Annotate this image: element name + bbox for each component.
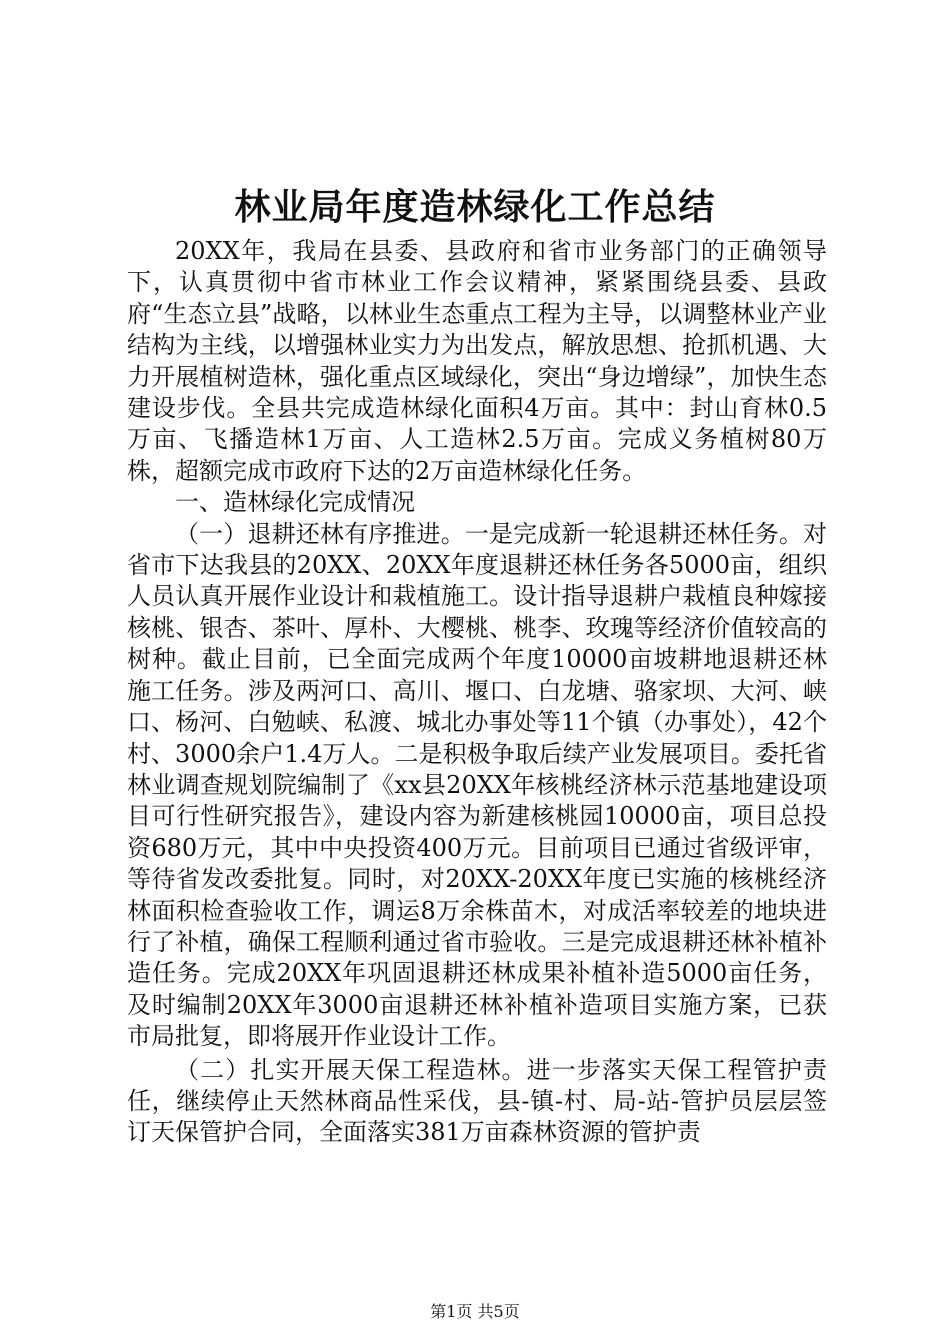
paragraph-intro: 20XX年，我局在县委、县政府和省市业务部门的正确领导下，认真贯彻中省市林业工作会议精神，紧紧围绕县委、县政府“生态立县”战略，以林业生态重点工程为主导，以调整林业产业结构为主线，以增强林业实力为出发点，解放思想、抢抓机遇、大力开展植树造林，强化重点区域绿化，突出“身边增绿”，加快生态建设步伐。全县共完成造林绿化面积4万亩。其中：封山育林0.5万亩、飞播造林1万亩、人工造林2.5万亩。完成义务植树80万株，超额完成市政府下达的2万亩造林绿化任务。 — [127, 237, 827, 485]
document-title: 林业局年度造林绿化工作总结 — [234, 187, 716, 228]
paragraph-natural-forest: （二）扎实开展天保工程造林。进一步落实天保工程管护责任，继续停止天然林商品性采伐，县-镇-村、局-站-管护员层层签订天保管护合同，全面落实381万亩森林资源的管护责 — [127, 1055, 827, 1147]
document-body — [127, 236, 827, 1149]
paragraph-reforestation: （一）退耕还林有序推进。一是完成新一轮退耕还林任务。对省市下达我县的20XX、20XX年度退耕还林任务各5000亩，组织人员认真开展作业设计和栽植施工。设计指导退耕户栽植良种嫁接核桃、银杏、茶叶、厚朴、大樱桃、桃李、玫瑰等经济价值较高的树种。截止目前，已全面完成两个年度10000亩坡耕地退耕还林施工任务。涉及两河口、高川、堰口、白龙塘、骆家坝、大河、峡口、杨河、白勉峡、私渡、城北办事处等11个镇（办事处），42个村、3000余户1.4万人。二是积极争取后续产业发展项目。委托省林业调查规划院编制了《xx县20XX年核桃经济林示范基地建设项目可行性研究报告》，建设内容为新建核桃园10000亩，项目总投资680万元，其中中央投资400万元。目前项目已通过省级评审，等待省发改委批复。同时，对20XX-20XX年度已实施的核桃经济林面积检查验收工作，调运8万余株苗木，对成活率较差的地块进行了补植，确保工程顺利通过省市验收。三是完成退耕还林补植补造任务。完成20XX年巩固退耕还林成果补植补造5000亩任务，及时编制20XX年3000亩退耕还林补植补造项目实施方案，已获市局批复，即将展开作业设计工作。 — [127, 519, 827, 1051]
section-heading: 一、造林绿化完成情况 — [175, 488, 415, 517]
page-footer: 第1页 共5页 — [430, 1302, 520, 1321]
